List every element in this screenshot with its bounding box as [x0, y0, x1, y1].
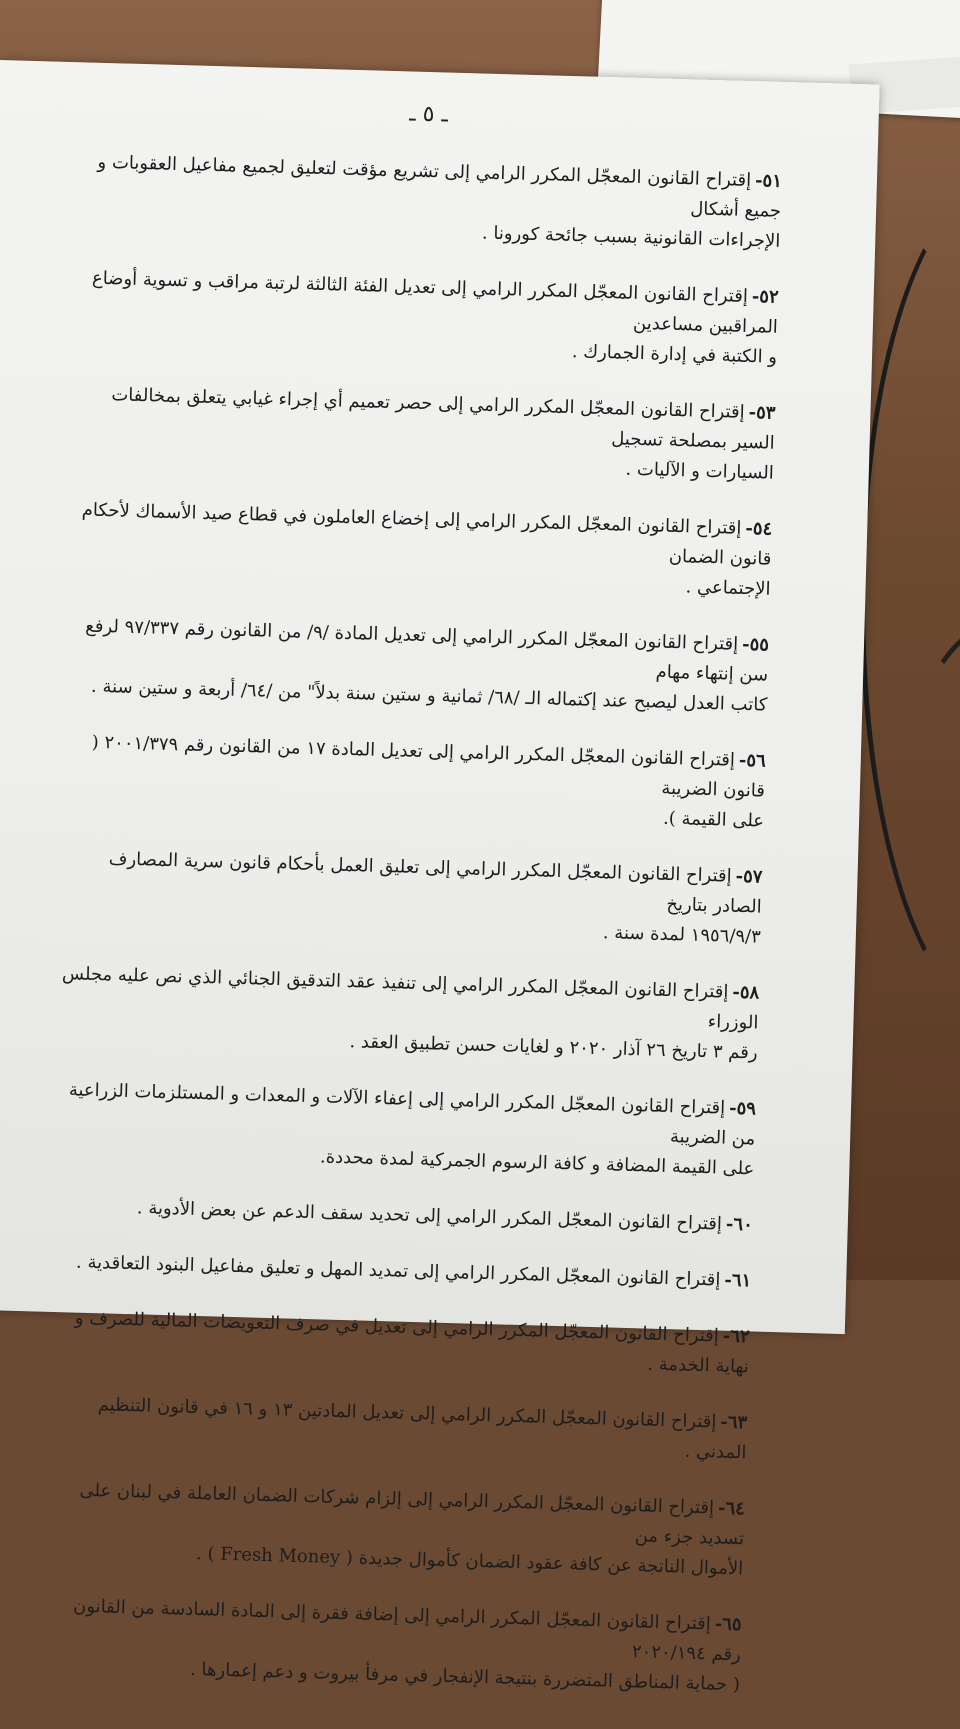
item-text-continued: السيارات و الآليات .: [625, 458, 775, 484]
item-number: ٦١-: [724, 1269, 752, 1292]
item-text-continued: ١٩٥٦/٩/٣ لمدة سنة .: [602, 922, 762, 948]
item-number: ٦٠-: [725, 1213, 754, 1236]
item-text: إقتراح القانون المعجّل المكرر الرامي إلى تشريع مؤقت لتعليق لجميع مفاعيل العقوبات و جميع أشكال: [97, 151, 782, 222]
document-sheet: [0, 60, 880, 1696]
item-text-continued: الإجراءات القانونية بسبب جائحة كورونا .: [481, 222, 781, 252]
item-text-continued: الأموال الناتجة عن كافة عقود الضمان كأموال جديدة ( Fresh Money ) .: [195, 1543, 744, 1580]
item-number: ٥١-: [754, 170, 783, 192]
list-item: [70, 495, 772, 605]
item-number: ٥٤-: [745, 517, 773, 540]
item-text-continued: ( حماية المناطق المتضررة بنتيجة الإنفجار في مرفأ بيروت و دعم إعمارها .: [189, 1658, 741, 1696]
item-number: ٥٦-: [738, 749, 767, 772]
list-item: [57, 959, 759, 1069]
item-text: إقتراح القانون المعجّل المكرر الرامي إلى تعليق العمل بأحكام قانون سرية المصارف الصادر بتاريخ: [108, 848, 762, 918]
list-item: [74, 379, 776, 489]
item-number: ٥٢-: [751, 286, 779, 308]
item-text-continued: على القيمة ).: [662, 807, 765, 832]
list-item: [77, 263, 779, 373]
list-item: [61, 843, 763, 953]
item-text: إقتراح القانون المعجّل المكرر الرامي إلى إعفاء الآلات و المعدات و المستلزمات الزراعية من الضريبة: [68, 1079, 756, 1150]
item-text-continued: و الكتبة في إدارة الجمارك .: [571, 341, 778, 368]
list-item: [51, 1247, 752, 1297]
item-text: إقتراح القانون المعجّل المكرر الرامي إلى إخضاع العاملون في قطاع صيد الأسماك لأحكام قانون الضمان: [81, 499, 772, 570]
item-text: إقتراح القانون المعجّل المكرر الرامي إلى تعديل في صرف التعويضات المالية للصرف و نهاية الخدمة .: [74, 1307, 750, 1378]
item-number: ٦٢-: [722, 1325, 750, 1348]
item-text: إقتراح القانون المعجّل المكرر الرامي إلى حصر تعميم أي إجراء غيابي يتعلق بمخالفات السير بمصلحة تسجيل: [111, 384, 775, 454]
list-item: [53, 1191, 754, 1241]
item-text: إقتراح القانون المعجّل المكرر الرامي إلى تعديل المادة /٩/ من القانون رقم ٩٧/٣٣٧ لرفع سن إنتهاء مهام: [85, 615, 769, 686]
item-number: ٦٣-: [720, 1411, 748, 1434]
item-text-continued: رقم ٣ تاريخ ٢٦ آذار ٢٠٢٠ و لغايات حسن تطبيق العقد .: [349, 1031, 758, 1064]
item-number: ٥٧-: [735, 865, 763, 888]
item-text: إقتراح القانون المعجّل المكرر الرامي إلى إضافة فقرة إلى المادة السادسة من القانون رقم ٢٠٢٠/١٩٤: [72, 1595, 742, 1666]
list-item: [67, 611, 769, 721]
item-text: إقتراح القانون المعجّل المكرر الرامي إلى تعديل المادتين ١٣ و ١٦ في قانون التنظيم المدني .: [97, 1394, 747, 1464]
list-item: [43, 1475, 745, 1585]
item-text: إقتراح القانون المعجّل المكرر الرامي إلى إلزام شركات الضمان العاملة في لبنان على تسديد جزء من: [79, 1479, 745, 1550]
item-text: إقتراح القانون المعجّل المكرر الرامي إلى تعديل الفئة الثالثة لرتبة مراقب و تسوية أوضاع المراقبين مساعدين: [91, 267, 779, 338]
item-text-continued: كاتب العدل ليصبح عند إكتماله الـ /٦٨/ ثمانية و ستين سنة بدلاً" من /٦٤/ أربعة و ستين سنة .: [90, 675, 768, 716]
item-text-continued: على القيمة المضافة و كافة الرسوم الجمركية لمدة محددة.: [319, 1146, 755, 1180]
item-list: [39, 147, 782, 1726]
item-number: ٥٥-: [741, 633, 770, 656]
item-text: إقتراح القانون المعجّل المكرر الرامي إلى تعديل المادة ١٧ من القانون رقم ٢٠٠١/٣٧٩ ( قانون الضريبة: [91, 731, 766, 802]
list-item: [54, 1075, 756, 1185]
page-number: ـ ٥ ـ: [408, 101, 449, 128]
list-item: [49, 1303, 750, 1383]
item-text: إقتراح القانون المعجّل المكرر الرامي إلى تحديد سقف الدعم عن بعض الأدوية .: [136, 1197, 723, 1235]
item-number: ٦٥-: [714, 1613, 742, 1636]
item-number: ٥٣-: [748, 402, 776, 424]
item-text: إقتراح القانون المعجّل المكرر الرامي إلى تنفيذ عقد التدقيق الجنائي الذي نص عليه مجلس الوزراء: [61, 963, 759, 1034]
item-number: ٦٤-: [717, 1497, 746, 1520]
list-item: [80, 147, 782, 257]
item-text: إقتراح القانون المعجّل المكرر الرامي إلى تمديد المهل و تعليق مفاعيل البنود التعاقدية .: [75, 1251, 721, 1291]
item-number: ٥٩-: [728, 1097, 757, 1120]
list-item: [40, 1591, 742, 1701]
item-text-continued: الإجتماعي .: [685, 576, 771, 600]
list-item: [64, 727, 766, 837]
list-item: [46, 1389, 747, 1469]
item-number: ٥٨-: [732, 981, 760, 1004]
